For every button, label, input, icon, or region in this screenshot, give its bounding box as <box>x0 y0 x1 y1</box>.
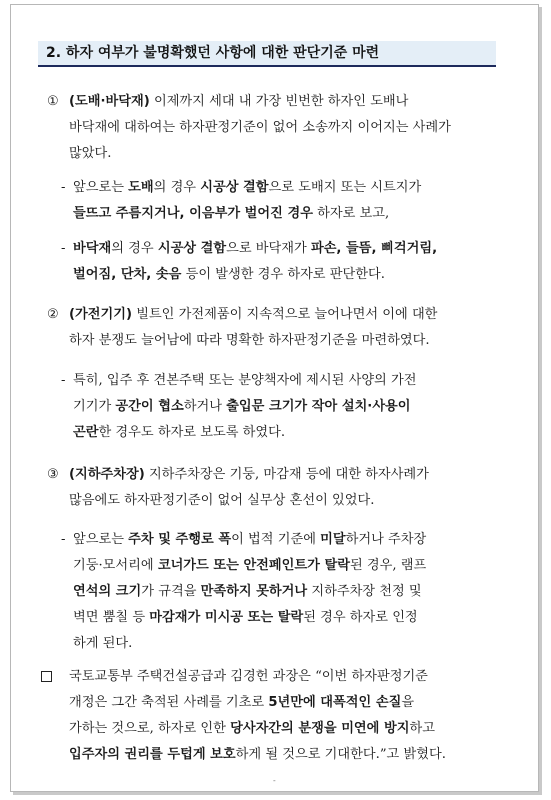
quote-line-1: 국토교통부 주택건설공급과 김경헌 과장은 “이번 하자판정기준 <box>69 669 428 684</box>
item-2-heading: (가전기기) <box>69 307 133 322</box>
sub-4-line-1: 앞으로는 주차 및 주행로 폭이 법적 기준에 미달하거나 주차장 <box>73 532 427 547</box>
item-1-heading: (도배·바닥재) <box>69 94 150 109</box>
item-1-line-2: 바닥재에 대하여는 하자판정기준이 없어 소송까지 이어지는 사례가 <box>69 120 451 135</box>
quote-line-3: 가하는 것으로, 하자로 인한 당사자간의 분쟁을 미연에 방지하고 <box>69 721 435 736</box>
sub-1-dash: - <box>61 180 66 195</box>
item-2-marker: ② <box>47 307 59 322</box>
page-mark: - <box>273 776 276 785</box>
sub-3-line-1: 특히, 입주 후 견본주택 또는 분양책자에 제시된 사양의 가전 <box>73 373 417 388</box>
sub-3-dash: - <box>61 373 66 388</box>
sub-3-line-3: 곤란한 경우도 하자로 보도록 하였다. <box>73 425 286 440</box>
item-3-line-2: 많음에도 하자판정기준이 없어 실무상 혼선이 있었다. <box>69 493 375 508</box>
sub-1-line-1: 앞으로는 도배의 경우 시공상 결함으로 도배지 또는 시트지가 <box>73 180 422 195</box>
sub-3-line-2: 기기가 공간이 협소하거나 출입문 크기가 작아 설치·사용이 <box>73 399 411 414</box>
sub-2-line-2: 벌어짐, 단차, 솟음 등이 발생한 경우 하자로 판단한다. <box>73 267 385 282</box>
item-1-line-3: 많았다. <box>69 146 112 161</box>
sub-1-line-2: 들뜨고 주름지거나, 이음부가 벌어진 경우 하자로 보고, <box>73 206 390 221</box>
sub-4-line-5: 하게 된다. <box>73 636 133 651</box>
square-bullet-icon <box>41 671 52 682</box>
sub-4-line-3: 연석의 크기가 규격을 만족하지 못하거나 지하주차장 천정 및 <box>73 584 422 599</box>
item-3-marker: ③ <box>47 467 59 482</box>
sub-2-dash: - <box>61 241 66 256</box>
sub-4-line-4: 벽면 뿜칠 등 마감재가 미시공 또는 탈락된 경우 하자로 인정 <box>73 610 418 625</box>
quote-line-4: 입주자의 권리를 두텁게 보호하게 될 것으로 기대한다.”고 밝혔다. <box>69 747 446 762</box>
item-1-line-1: (도배·바닥재) 이제까지 세대 내 가장 빈번한 하자인 도배나 <box>69 94 409 109</box>
quote-line-2: 개정은 그간 축적된 사례를 기초로 5년만에 대폭적인 손질을 <box>69 695 415 710</box>
sub-2-line-1: 바닥재의 경우 시공상 결함으로 바닥재가 파손, 들뜸, 삐걱거림, <box>73 241 438 256</box>
sub-4-line-2: 기둥·모서리에 코너가드 또는 안전페인트가 탈락된 경우, 램프 <box>73 558 427 573</box>
item-2-line-1: (가전기기) 빌트인 가전제품이 지속적으로 늘어나면서 이에 대한 <box>69 307 438 322</box>
item-1-marker: ① <box>47 94 59 109</box>
section-title: 2. 하자 여부가 불명확했던 사항에 대한 판단기준 마련 <box>46 45 380 61</box>
section-header <box>38 41 496 67</box>
item-3-line-1: (지하주차장) 지하주차장은 기둥, 마감재 등에 대한 하자사례가 <box>69 467 429 482</box>
sub-4-dash: - <box>61 532 66 547</box>
item-3-heading: (지하주차장) <box>69 467 145 482</box>
item-2-line-2: 하자 분쟁도 늘어남에 따라 명확한 하자판정기준을 마련하였다. <box>69 333 430 348</box>
